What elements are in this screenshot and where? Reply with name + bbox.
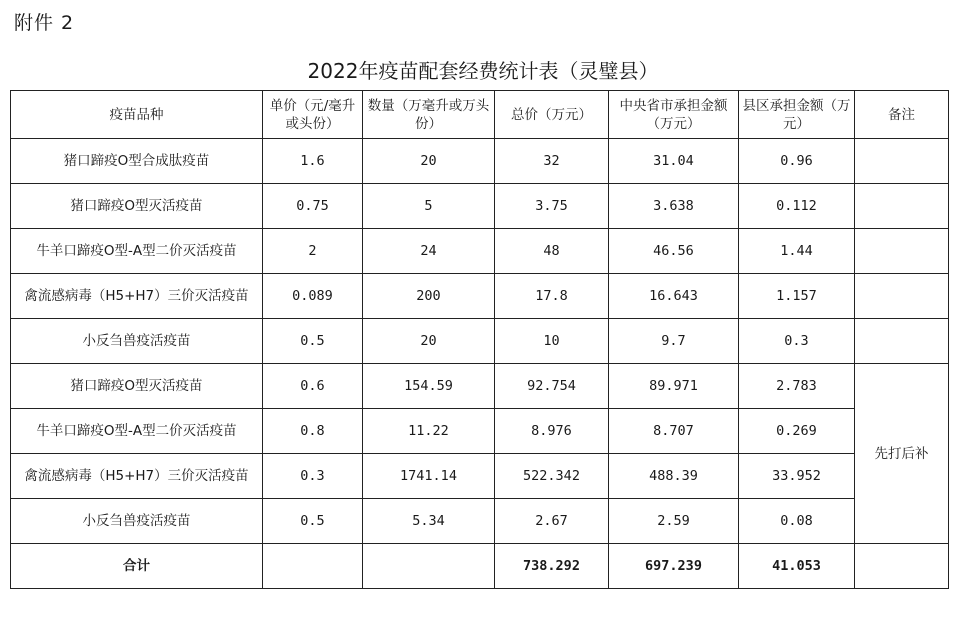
- unit-price: 0.8: [263, 409, 363, 454]
- table-row: [11, 454, 949, 499]
- table-row: [11, 364, 949, 409]
- table-row: [11, 229, 949, 274]
- header-county: 县区承担金额（万元）: [739, 91, 855, 139]
- quantity: 1741.14: [363, 454, 495, 499]
- unit-price: 0.089: [263, 274, 363, 319]
- unit-price: 0.5: [263, 499, 363, 544]
- total-unit-price-empty: [263, 544, 363, 589]
- note-merged-cell: 先打后补: [855, 364, 949, 544]
- header-central: 中央省市承担金额（万元）: [609, 91, 739, 139]
- unit-price: 1.6: [263, 139, 363, 184]
- total-price: 522.342: [495, 454, 609, 499]
- note-cell: [855, 229, 949, 274]
- county-amount: 0.269: [739, 409, 855, 454]
- vaccine-name: 禽流感病毒（H5+H7）三价灭活疫苗: [11, 274, 263, 319]
- header-total: 总价（万元）: [495, 91, 609, 139]
- central-amount: 89.971: [609, 364, 739, 409]
- total-quantity-empty: [363, 544, 495, 589]
- county-amount: 2.783: [739, 364, 855, 409]
- vaccine-funding-table: [10, 90, 949, 589]
- header-vaccine: 疫苗品种: [11, 91, 263, 139]
- table-header-row: [11, 91, 949, 139]
- quantity: 20: [363, 139, 495, 184]
- table-row: [11, 184, 949, 229]
- vaccine-name: 牛羊口蹄疫O型-A型二价灭活疫苗: [11, 229, 263, 274]
- unit-price: 0.6: [263, 364, 363, 409]
- quantity: 24: [363, 229, 495, 274]
- vaccine-name: 猪口蹄疫O型合成肽疫苗: [11, 139, 263, 184]
- table-row: [11, 139, 949, 184]
- attachment-label: 附件 2: [14, 12, 75, 34]
- grand-total-county: 41.053: [739, 544, 855, 589]
- note-cell: [855, 274, 949, 319]
- county-amount: 0.112: [739, 184, 855, 229]
- vaccine-name: 小反刍兽疫活疫苗: [11, 499, 263, 544]
- quantity: 5.34: [363, 499, 495, 544]
- county-amount: 1.44: [739, 229, 855, 274]
- county-amount: 0.08: [739, 499, 855, 544]
- total-price: 3.75: [495, 184, 609, 229]
- table-row: [11, 409, 949, 454]
- central-amount: 9.7: [609, 319, 739, 364]
- central-amount: 2.59: [609, 499, 739, 544]
- total-price: 8.976: [495, 409, 609, 454]
- vaccine-name: 猪口蹄疫O型灭活疫苗: [11, 184, 263, 229]
- county-amount: 0.3: [739, 319, 855, 364]
- county-amount: 33.952: [739, 454, 855, 499]
- table-row: [11, 274, 949, 319]
- header-unit-price: 单价（元/毫升或头份）: [263, 91, 363, 139]
- total-note-empty: [855, 544, 949, 589]
- note-cell: [855, 184, 949, 229]
- grand-total-central: 697.239: [609, 544, 739, 589]
- table-row: [11, 499, 949, 544]
- quantity: 200: [363, 274, 495, 319]
- page-title: 2022年疫苗配套经费统计表（灵璧县）: [307, 59, 659, 83]
- header-quantity: 数量（万毫升或万头份）: [363, 91, 495, 139]
- quantity: 11.22: [363, 409, 495, 454]
- central-amount: 3.638: [609, 184, 739, 229]
- quantity: 5: [363, 184, 495, 229]
- unit-price: 0.5: [263, 319, 363, 364]
- note-cell: [855, 319, 949, 364]
- total-price: 32: [495, 139, 609, 184]
- total-price: 10: [495, 319, 609, 364]
- unit-price: 0.3: [263, 454, 363, 499]
- unit-price: 2: [263, 229, 363, 274]
- quantity: 20: [363, 319, 495, 364]
- vaccine-name: 禽流感病毒（H5+H7）三价灭活疫苗: [11, 454, 263, 499]
- county-amount: 1.157: [739, 274, 855, 319]
- central-amount: 488.39: [609, 454, 739, 499]
- central-amount: 8.707: [609, 409, 739, 454]
- central-amount: 31.04: [609, 139, 739, 184]
- note-cell: [855, 139, 949, 184]
- central-amount: 46.56: [609, 229, 739, 274]
- quantity: 154.59: [363, 364, 495, 409]
- unit-price: 0.75: [263, 184, 363, 229]
- vaccine-name: 猪口蹄疫O型灭活疫苗: [11, 364, 263, 409]
- central-amount: 16.643: [609, 274, 739, 319]
- total-price: 92.754: [495, 364, 609, 409]
- total-price: 48: [495, 229, 609, 274]
- total-price: 17.8: [495, 274, 609, 319]
- total-price: 2.67: [495, 499, 609, 544]
- table-row: [11, 319, 949, 364]
- vaccine-name: 牛羊口蹄疫O型-A型二价灭活疫苗: [11, 409, 263, 454]
- header-note: 备注: [855, 91, 949, 139]
- total-label: 合计: [11, 544, 263, 589]
- table-total-row: [11, 544, 949, 589]
- grand-total-price: 738.292: [495, 544, 609, 589]
- vaccine-name: 小反刍兽疫活疫苗: [11, 319, 263, 364]
- county-amount: 0.96: [739, 139, 855, 184]
